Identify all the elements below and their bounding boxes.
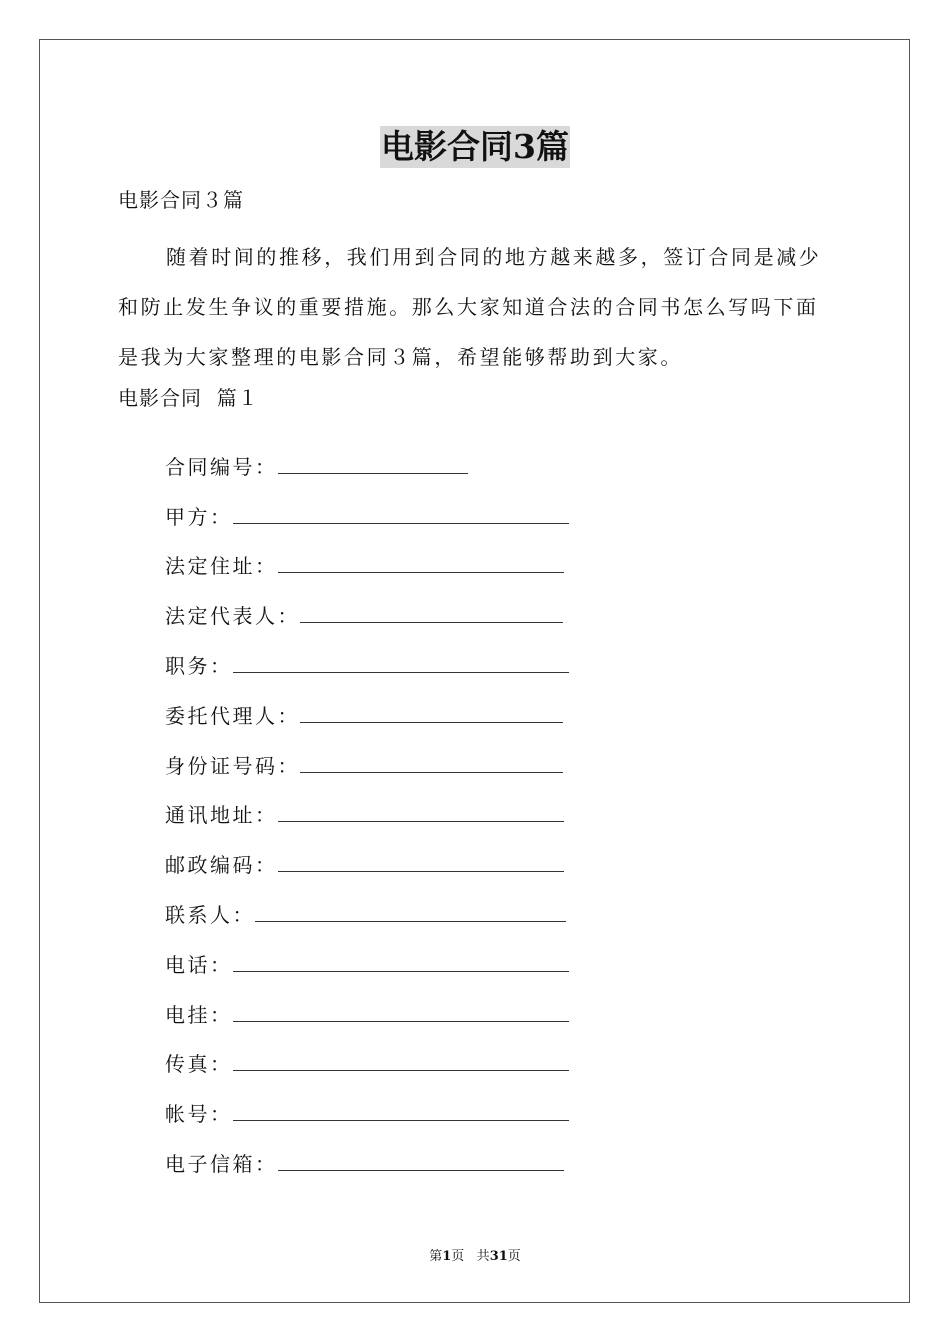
document-subtitle: 电影合同３篇	[118, 188, 244, 212]
field-row-legal-address	[165, 532, 585, 582]
field-blank-line[interactable]	[278, 571, 564, 573]
intro-paragraph: 随着时间的推移，我们用到合同的地方越来越多，签订合同是减少和防止发生争议的重要措施。那么大家知道合法的合同书怎么写吗下面是我为大家整理的电影合同３篇，希望能够帮助到大家。	[118, 245, 822, 369]
field-blank-line[interactable]	[233, 522, 569, 524]
field-row-position	[165, 631, 585, 681]
footer-page-suffix: 页	[451, 1249, 465, 1264]
field-blank-line[interactable]	[255, 920, 566, 922]
field-label: 邮政编码：	[165, 853, 278, 878]
field-row-legal-representative	[165, 581, 585, 631]
field-row-postal-code	[165, 830, 585, 880]
field-label: 合同编号：	[165, 454, 278, 479]
field-row-email	[165, 1129, 585, 1179]
field-row-party-a	[165, 482, 585, 532]
field-label: 传真：	[165, 1052, 233, 1077]
field-row-id-number	[165, 731, 585, 781]
field-row-agent	[165, 681, 585, 731]
field-blank-line[interactable]	[278, 870, 564, 872]
field-blank-line[interactable]	[278, 820, 564, 822]
field-blank-line[interactable]	[233, 1119, 569, 1121]
section-heading: 电影合同 篇１	[118, 386, 259, 410]
field-blank-line[interactable]	[278, 472, 468, 474]
field-label: 电挂：	[165, 1002, 233, 1027]
field-blank-line[interactable]	[233, 1069, 569, 1071]
field-label: 帐号：	[165, 1102, 233, 1127]
field-label: 甲方：	[165, 504, 233, 529]
field-row-mailing-address	[165, 781, 585, 831]
title-wrap	[0, 126, 950, 168]
field-label: 职务：	[165, 653, 233, 678]
field-blank-line[interactable]	[300, 721, 563, 723]
field-label: 电话：	[165, 952, 233, 977]
footer-page-number: 1	[442, 1249, 452, 1264]
field-row-contact	[165, 880, 585, 930]
field-label: 联系人：	[165, 902, 255, 927]
field-row-cable	[165, 980, 585, 1030]
field-row-contract-number	[165, 432, 585, 482]
field-label: 法定代表人：	[165, 604, 300, 629]
contract-fields	[165, 432, 585, 1179]
footer-page-prefix: 第	[429, 1249, 443, 1264]
document-title: 电影合同3篇	[381, 127, 569, 166]
field-blank-line[interactable]	[278, 1169, 564, 1171]
field-row-account	[165, 1079, 585, 1129]
field-label: 电子信箱：	[165, 1151, 278, 1176]
field-label: 法定住址：	[165, 554, 278, 579]
page-footer	[0, 1247, 950, 1267]
field-blank-line[interactable]	[233, 1020, 569, 1022]
field-blank-line[interactable]	[233, 970, 569, 972]
footer-total-suffix: 页	[507, 1249, 521, 1264]
field-row-fax	[165, 1030, 585, 1080]
field-label: 委托代理人：	[165, 703, 300, 728]
field-label: 通讯地址：	[165, 803, 278, 828]
field-label: 身份证号码：	[165, 753, 300, 778]
field-blank-line[interactable]	[233, 671, 569, 673]
footer-total-pages: 31	[489, 1249, 508, 1264]
field-blank-line[interactable]	[300, 621, 563, 623]
field-blank-line[interactable]	[300, 771, 563, 773]
footer-total-prefix: 共	[476, 1249, 490, 1264]
field-row-phone	[165, 930, 585, 980]
